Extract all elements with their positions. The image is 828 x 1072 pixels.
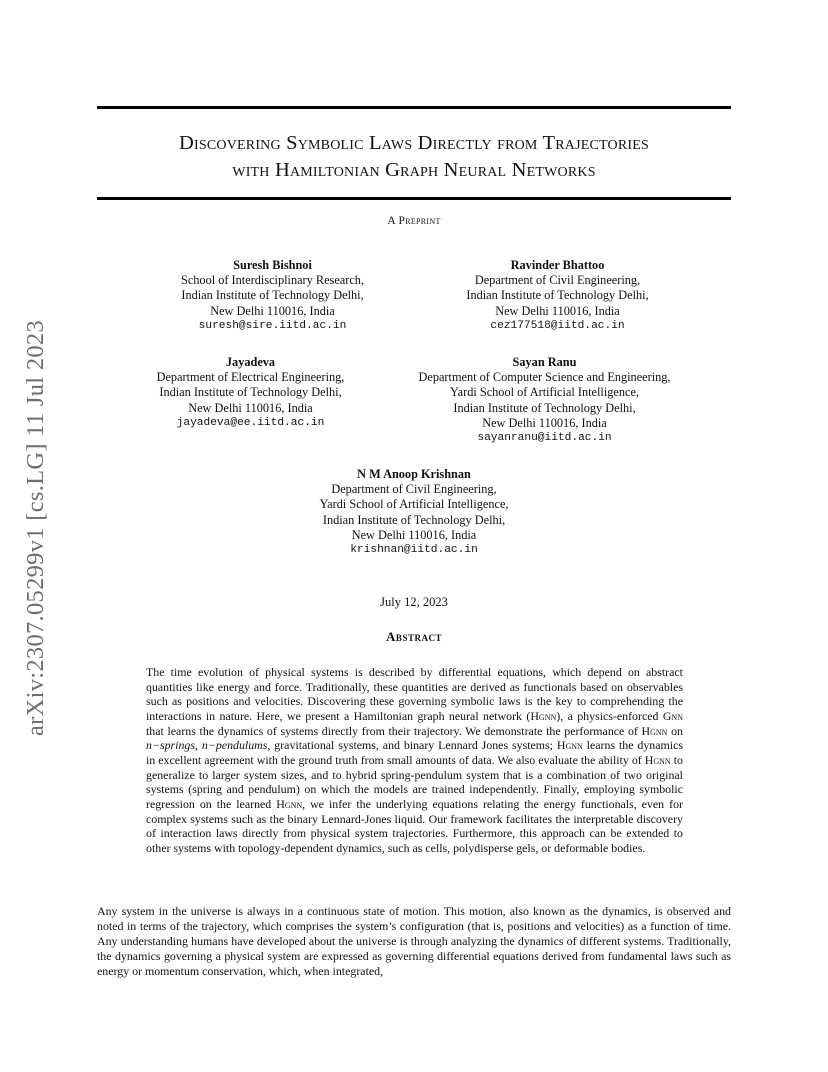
title-line-1: Discovering Symbolic Laws Directly from Trajectories [179,132,649,154]
author-affiliation: Indian Institute of Technology Delhi, [466,288,649,303]
author-block-bishnoi [150,258,395,334]
author-name: Ravinder Bhattoo [510,258,605,272]
hgnn-term: Hgnn [644,752,671,767]
paper-title [97,130,731,184]
hgnn-term: Hgnn [530,708,557,723]
author-affiliation: Indian Institute of Technology Delhi, [159,385,342,400]
author-block-krishnan [264,467,564,558]
author-email: suresh@sire.iitd.ac.in [198,319,347,332]
preprint-label: A Preprint [387,215,441,227]
author-email: krishnan@iitd.ac.in [350,544,478,557]
abstract-fragment: , [195,738,202,753]
abstract-fragment: , gravitational systems, and binary Lennard Jones systems; [267,738,557,753]
author-name: Suresh Bishnoi [233,258,312,272]
arxiv-identifier-sidebar: arXiv:2307.05299v1 [cs.LG] 11 Jul 2023 [22,319,49,737]
author-name: Sayan Ranu [512,355,577,369]
author-affiliation: Department of Computer Science and Engineering, [418,370,671,385]
author-affiliation: Yardi School of Artificial Intelligence, [450,385,639,400]
author-affiliation: Department of Civil Engineering, [331,482,497,497]
author-block-bhattoo [425,258,690,334]
author-email: jayadeva@ee.iitd.ac.in [176,416,325,429]
abstract-heading: Abstract [386,629,442,644]
author-affiliation: School of Interdisciplinary Research, [180,273,365,288]
bottom-rule [97,197,731,200]
abstract-fragment: , we infer the underlying equations relating the energy functionals, even for complex systems such as the binary Lennard-Jones liquid. Our framework facilitates the interpretable discovery of interaction laws directly from physical system trajectories. Furthermore, this approach can be extended to other systems with topology-dependent dynamics, such as cells, polydisperse gels, or deformable bodies. [146,796,683,855]
author-affiliation: Indian Institute of Technology Delhi, [322,512,506,527]
author-affiliation: New Delhi 110016, India [495,303,620,318]
abstract-fragment: learns the dynamics in excellent agreement with the ground truth from small amounts of data. We also evaluate the ability of [146,738,683,767]
top-rule [97,106,731,109]
abstract-fragment: on [667,723,683,738]
hgnn-term: Hgnn [276,796,303,811]
author-affiliation: New Delhi 110016, India [482,415,607,430]
gnn-term: Gnn [662,708,683,723]
author-affiliation: New Delhi 110016, India [351,527,477,542]
author-email: cez177518@iitd.ac.in [490,319,625,332]
hgnn-term: Hgnn [641,723,668,738]
abstract-text [146,665,683,856]
author-block-ranu [392,355,697,446]
title-line-2: with Hamiltonian Graph Neural Networks [232,159,596,181]
author-block-jayadeva [128,355,373,431]
author-affiliation: Indian Institute of Technology Delhi, [453,400,636,415]
author-name: N M Anoop Krishnan [357,467,471,481]
abstract-fragment: that learns the dynamics of systems directly from their trajectory. We demonstrate the performance of [146,723,642,738]
author-affiliation: Department of Civil Engineering, [474,273,641,288]
abstract-fragment: The time evolution of physical systems is described by differential equations, which depend on abstract quantities like energy and force. Traditionally, these quantities are derived as functionals based on observables such as positions and velocities. Discovering these governing symbolic laws is the key to comprehending the interactions in nature. Here, we present a Hamiltonian graph neural network ( [146,665,683,723]
intro-paragraph: Any system in the universe is always in a continuous state of motion. This motion, also known as the dynamics, is observed and noted in terms of the trajectory, which comprises the system’s configuration (that is, positions and velocities) as a function of time. Any understanding humans have developed about the universe is through analyzing the dynamics of different systems. Traditionally, the dynamics governing a physical system are expressed as governing differential equations derived from fundamental laws such as energy or momentum conservation, which, when integrated, [97,904,731,978]
author-affiliation: Indian Institute of Technology Delhi, [181,288,364,303]
author-affiliation: New Delhi 110016, India [210,303,335,318]
n-springs-term: n−springs [146,738,195,753]
author-name: Jayadeva [225,355,276,369]
abstract-fragment: to generalize to larger system sizes, and to hybrid spring-pendulum system that is a combination of two original systems (spring and pendulum) on which the models are trained independently. Finally, employing symbolic regression on the learned [146,752,683,811]
author-email: sayanranu@iitd.ac.in [477,432,612,445]
author-affiliation: Department of Electrical Engineering, [156,370,345,385]
author-affiliation: Yardi School of Artificial Intelligence, [319,497,509,512]
paper-date: July 12, 2023 [380,595,448,609]
n-pendulums-term: n−pendulums [201,738,268,753]
author-affiliation: New Delhi 110016, India [188,400,313,415]
hgnn-term: Hgnn [556,738,583,753]
abstract-fragment: ), a physics-enforced [556,708,663,723]
